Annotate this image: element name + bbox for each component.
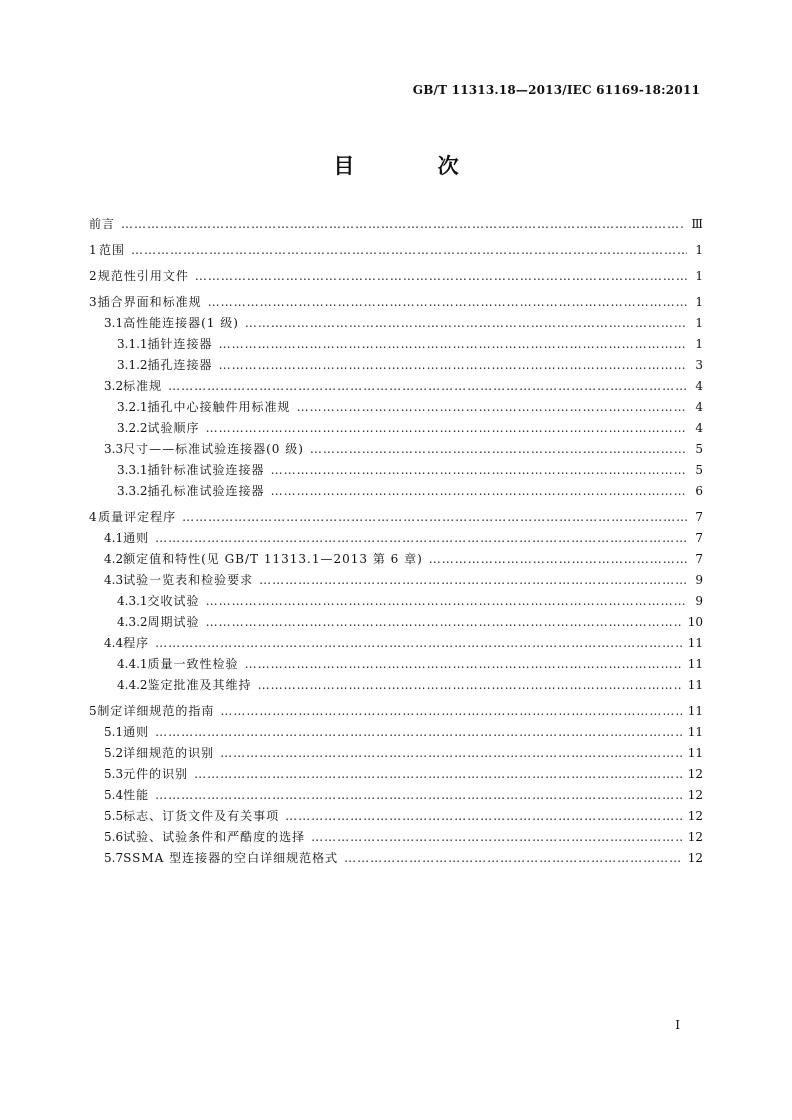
toc-entry-page: 7 (695, 531, 703, 545)
toc-entry-page: 4 (695, 421, 703, 435)
toc-entry[interactable] (89, 701, 703, 722)
toc-entry-number: 4.3.1 (117, 594, 148, 608)
toc-entry-number: 4.1 (104, 531, 124, 545)
toc-leader-dots (220, 701, 681, 722)
toc-leader-dots (155, 633, 682, 654)
toc-entry-page: 12 (687, 851, 703, 865)
toc-entry-title: 前言 (89, 217, 116, 231)
toc-entry-page: 11 (687, 746, 703, 760)
toc-entry-number: 3.1.2 (117, 358, 148, 372)
toc-entry[interactable] (89, 418, 703, 439)
toc-leader-dots (131, 240, 687, 261)
toc-leader-dots (206, 612, 682, 633)
toc-leader-dots (182, 507, 687, 528)
toc-entry-number: 3.1.1 (117, 337, 148, 351)
toc-entry-page: 9 (695, 573, 703, 587)
toc-leader-dots (311, 827, 682, 848)
toc-leader-dots (271, 460, 687, 481)
toc-entry-page: 1 (695, 269, 703, 283)
toc-entry-page: 5 (695, 442, 703, 456)
toc-entry-title: 试验一览表和检验要求 (123, 573, 254, 587)
toc-entry-title: 额定值和特性(见 GB/T 11313.1—2013 第 6 章) (123, 552, 423, 566)
toc-entry[interactable] (89, 481, 703, 502)
toc-entry-page: 4 (695, 400, 703, 414)
toc-entry[interactable] (89, 612, 703, 633)
toc-entry-title: 插孔标准试验连接器 (147, 484, 265, 498)
toc-entry[interactable] (89, 549, 703, 570)
toc-entry-number: 4.3 (104, 573, 124, 587)
toc-entry-number: 5.2 (104, 746, 124, 760)
toc-leader-dots (271, 481, 687, 502)
toc-entry-number: 5.4 (104, 788, 124, 802)
toc-leader-dots (429, 549, 687, 570)
toc-leader-dots (121, 214, 685, 235)
toc-leader-dots (206, 591, 687, 612)
toc-entry-title: 插孔中心接触件用标准规 (147, 400, 291, 414)
toc-leader-dots (245, 313, 687, 334)
toc-entry-number: 5.1 (104, 725, 124, 739)
toc-entry-number: 3.1 (104, 316, 124, 330)
toc-entry-page: 12 (687, 830, 703, 844)
toc-entry-title: 制定详细规范的指南 (97, 704, 215, 718)
toc-entry-title: 性能 (123, 788, 150, 802)
toc-leader-dots (155, 528, 687, 549)
toc-entry-number: 1 (89, 243, 97, 257)
toc-entry[interactable] (89, 397, 703, 418)
toc-entry-page: Ⅲ (691, 217, 703, 231)
toc-entry-title: 交收试验 (147, 594, 200, 608)
toc-entry-page: 11 (687, 725, 703, 739)
toc-leader-dots (285, 806, 682, 827)
toc-entry-title: 尺寸——标准试验连接器(0 级) (123, 442, 304, 456)
toc-leader-dots (168, 376, 687, 397)
toc-entry-title: 鉴定批准及其维持 (147, 678, 252, 692)
toc-entry[interactable] (89, 334, 703, 355)
toc-entry[interactable] (89, 266, 703, 287)
toc-entry-page: 11 (687, 678, 703, 692)
toc-entry-title: 周期试验 (147, 615, 200, 629)
toc-leader-dots (220, 743, 682, 764)
toc-entry-title: 高性能连接器(1 级) (123, 316, 239, 330)
toc-entry[interactable] (89, 439, 703, 460)
toc-entry-page: 5 (695, 463, 703, 477)
toc-entry[interactable] (89, 764, 703, 785)
toc-entry[interactable] (89, 591, 703, 612)
toc-entry-number: 3.2.1 (117, 400, 148, 414)
toc-entry-number: 5.5 (104, 809, 124, 823)
toc-leader-dots (155, 785, 682, 806)
toc-entry-title: SSMA 型连接器的空白详细规范格式 (123, 851, 339, 865)
toc-entry-page: 1 (695, 243, 703, 257)
toc-entry-page: 7 (695, 552, 703, 566)
toc-entry-number: 4.4 (104, 636, 124, 650)
standard-header: GB/T 11313.18—2013/IEC 61169-18:2011 (412, 83, 700, 97)
toc-entry-title: 范围 (99, 243, 126, 257)
toc-entry[interactable] (89, 376, 703, 397)
toc-entry[interactable] (89, 806, 703, 827)
toc-entry-title: 程序 (123, 636, 150, 650)
toc-entry-title: 质量一致性检验 (147, 657, 239, 671)
toc-entry-page: 6 (695, 484, 703, 498)
toc-leader-dots (259, 570, 687, 591)
toc-entry-number: 5.3 (104, 767, 124, 781)
toc-entry-number: 4.2 (104, 552, 124, 566)
toc-entry-page: 9 (695, 594, 703, 608)
toc-leader-dots (344, 848, 682, 869)
toc-entry-page: 11 (687, 704, 703, 718)
toc-leader-dots (310, 439, 687, 460)
toc-entry-number: 3.3.1 (117, 463, 148, 477)
toc-entry[interactable] (89, 848, 703, 869)
toc-entry-number: 4.4.1 (117, 657, 148, 671)
table-of-contents (89, 214, 703, 869)
toc-entry[interactable] (89, 313, 703, 334)
toc-entry-title: 插针标准试验连接器 (147, 463, 265, 477)
toc-leader-dots (297, 397, 687, 418)
toc-leader-dots (194, 764, 682, 785)
toc-entry[interactable] (89, 743, 703, 764)
page-title: 目 次 (333, 153, 497, 178)
toc-entry-number: 3.3 (104, 442, 124, 456)
toc-entry[interactable] (89, 292, 703, 313)
toc-entry-page: 1 (695, 337, 703, 351)
toc-entry[interactable] (89, 654, 703, 675)
toc-entry-title: 元件的识别 (123, 767, 189, 781)
toc-entry-title: 插合界面和标准规 (97, 295, 202, 309)
toc-leader-dots (258, 675, 682, 696)
toc-entry-title: 标准规 (123, 379, 163, 393)
toc-entry[interactable] (89, 355, 703, 376)
toc-entry[interactable] (89, 675, 703, 696)
toc-entry-title: 规范性引用文件 (97, 269, 189, 283)
toc-leader-dots (206, 418, 687, 439)
toc-entry-number: 4 (89, 510, 97, 524)
toc-entry[interactable] (89, 214, 703, 235)
toc-entry[interactable] (89, 785, 703, 806)
toc-entry-page: 7 (695, 510, 703, 524)
toc-entry-title: 插针连接器 (147, 337, 213, 351)
toc-entry-page: 11 (687, 657, 703, 671)
toc-entry-page: 1 (695, 295, 703, 309)
toc-entry[interactable] (89, 528, 703, 549)
toc-leader-dots (219, 334, 687, 355)
toc-entry[interactable] (89, 507, 703, 528)
toc-entry-page: 12 (687, 788, 703, 802)
toc-entry-title: 通则 (123, 531, 150, 545)
toc-entry-page: 3 (695, 358, 703, 372)
toc-entry-page: 1 (695, 316, 703, 330)
toc-entry-page: 11 (687, 636, 703, 650)
toc-leader-dots (245, 654, 682, 675)
toc-entry-title: 标志、订货文件及有关事项 (123, 809, 280, 823)
toc-entry-number: 5.6 (104, 830, 124, 844)
toc-entry-page: 12 (687, 809, 703, 823)
toc-entry-title: 通则 (123, 725, 150, 739)
toc-entry-number: 3.3.2 (117, 484, 148, 498)
page-number: I (675, 1018, 680, 1032)
toc-entry[interactable] (89, 827, 703, 848)
toc-entry-page: 4 (695, 379, 703, 393)
toc-entry-number: 5 (89, 704, 97, 718)
toc-leader-dots (155, 722, 682, 743)
toc-entry-title: 质量评定程序 (98, 510, 177, 524)
toc-entry-number: 4.3.2 (117, 615, 148, 629)
toc-entry-page: 10 (687, 615, 703, 629)
toc-entry[interactable] (89, 570, 703, 591)
toc-entry-title: 详细规范的识别 (123, 746, 215, 760)
toc-entry-number: 2 (89, 269, 97, 283)
toc-entry-title: 插孔连接器 (147, 358, 213, 372)
toc-entry-number: 3.2.2 (117, 421, 148, 435)
toc-entry-number: 3.2 (104, 379, 124, 393)
toc-entry[interactable] (89, 722, 703, 743)
toc-entry[interactable] (89, 460, 703, 481)
toc-entry-number: 5.7 (104, 851, 124, 865)
toc-leader-dots (195, 266, 687, 287)
toc-entry-title: 试验顺序 (147, 421, 200, 435)
toc-entry-title: 试验、试验条件和严酷度的选择 (123, 830, 306, 844)
toc-entry-number: 4.4.2 (117, 678, 148, 692)
toc-leader-dots (208, 292, 687, 313)
toc-entry[interactable] (89, 633, 703, 654)
toc-leader-dots (219, 355, 687, 376)
toc-entry[interactable] (89, 240, 703, 261)
toc-entry-page: 12 (687, 767, 703, 781)
toc-entry-number: 3 (89, 295, 97, 309)
